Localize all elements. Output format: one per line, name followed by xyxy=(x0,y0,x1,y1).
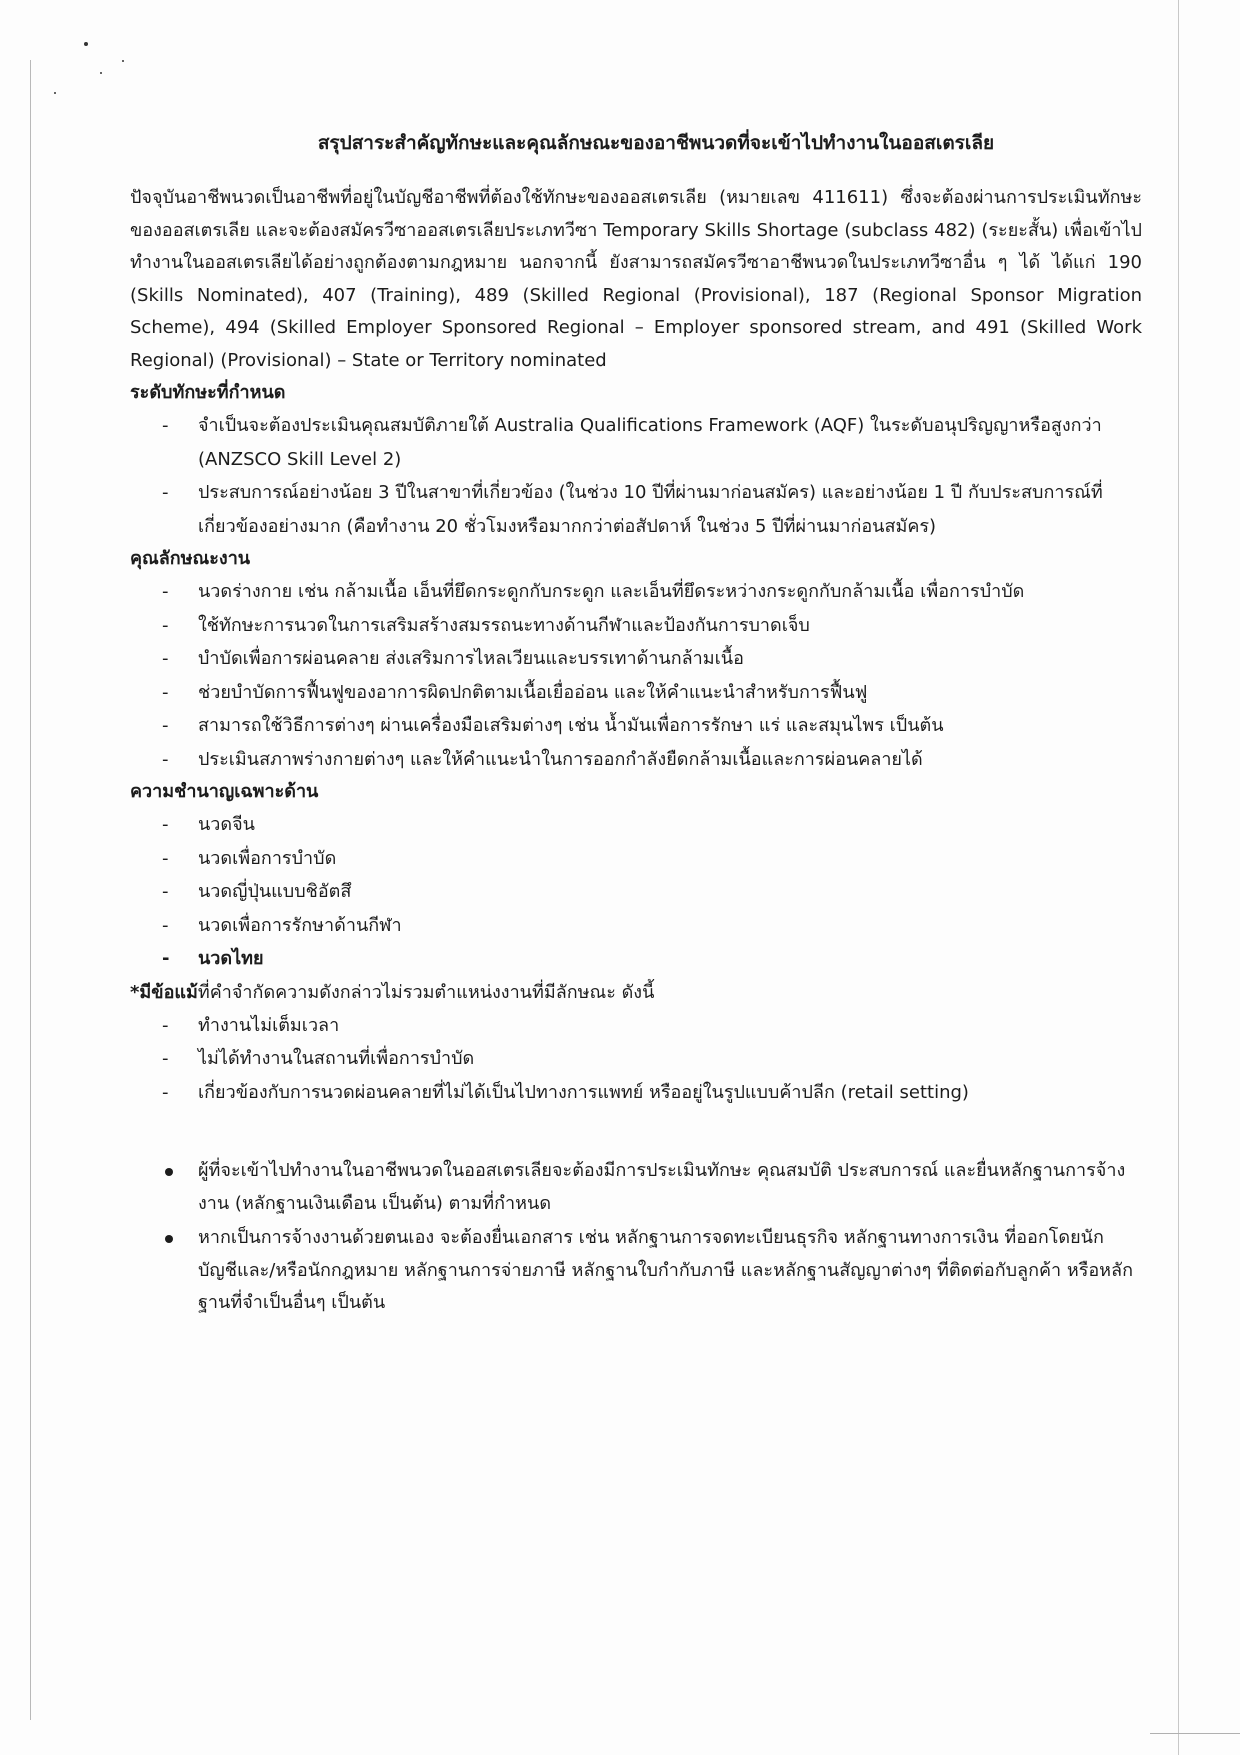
bullet-item xyxy=(130,1155,1142,1220)
list-item-text: นวดเพื่อการรักษาด้านกีฬา xyxy=(198,914,402,936)
list-item xyxy=(130,743,1142,777)
list-item xyxy=(130,609,1142,643)
dash-marker: - xyxy=(162,881,169,902)
list-item xyxy=(130,942,1142,976)
bullet-text: หากเป็นการจ้างงานด้วยตนเอง จะต้องยื่นเอกสาร เช่น หลักฐานการจดทะเบียนธุรกิจ หลักฐานทางการเงิน ที่ออกโดยนักบัญชีและ/หรือนักกฎหมาย หลักฐานการจ่ายภาษี หลักฐานใบกำกับภาษี และหลักฐานสัญญาต่างๆ ที่ติดต่อกับลูกค้า หรือหลักฐานที่จำเป็นอื่นๆ เป็นต้น xyxy=(198,1227,1133,1313)
specialization-section xyxy=(130,776,1142,976)
dash-marker: - xyxy=(162,948,170,969)
scan-speck xyxy=(122,60,124,62)
work-characteristics-heading: คุณลักษณะงาน xyxy=(130,548,251,569)
skill-level-section xyxy=(130,377,1142,543)
scan-speck xyxy=(54,92,56,94)
dash-marker: - xyxy=(162,1014,169,1036)
dash-marker: - xyxy=(162,648,169,669)
dash-marker: - xyxy=(162,482,169,503)
scan-speck xyxy=(100,72,102,74)
list-item-text: จำเป็นจะต้องประเมินคุณสมบัติภายใต้ Australia Qualifications Framework (AQF) ในระดับอนุปริญญาหรือสูงกว่า (ANZSCO Skill Level 2) xyxy=(198,415,1102,470)
dash-marker: - xyxy=(162,415,169,436)
exclusions-note xyxy=(130,976,1142,1009)
list-item-text: ประเมินสภาพร่างกายต่างๆ และให้คำแนะนำในการออกกำลังยืดกล้ามเนื้อและการผ่อนคลายได้ xyxy=(198,748,923,770)
list-item xyxy=(130,575,1142,609)
exclusions-note-rest: ที่คำจำกัดความดังกล่าวไม่รวมตำแหน่งงานที่มีลักษณะ ดังนี้ xyxy=(197,981,655,1003)
bullet-dot xyxy=(165,1235,173,1243)
list-item xyxy=(130,1042,1142,1076)
dash-marker: - xyxy=(162,681,169,703)
dash-marker: - xyxy=(162,1048,169,1069)
list-item xyxy=(130,875,1142,909)
list-item-text: ไม่ได้ทำงานในสถานที่เพื่อการบำบัด xyxy=(198,1048,475,1069)
list-item xyxy=(130,842,1142,876)
exclusions-list xyxy=(130,1009,1142,1110)
dash-marker: - xyxy=(162,914,169,936)
document-title: สรุปสาระสำคัญทักษะและคุณลักษณะของอาชีพนวดที่จะเข้าไปทำงานในออสเตรเลีย xyxy=(317,132,995,154)
list-item-text: บำบัดเพื่อการผ่อนคลาย ส่งเสริมการไหลเวียนและบรรเทาด้านกล้ามเนื้อ xyxy=(198,648,744,669)
list-item-text: ใช้ทักษะการนวดในการเสริมสร้างสมรรถนะทางด้านกีฬาและป้องกันการบาดเจ็บ xyxy=(198,614,810,636)
requirements-bullet-list xyxy=(130,1155,1142,1320)
list-item-text: เกี่ยวข้องกับการนวดผ่อนคลายที่ไม่ได้เป็นไปทางการแพทย์ หรืออยู่ในรูปแบบค้าปลีก (retail setting) xyxy=(198,1081,969,1103)
list-item xyxy=(130,476,1142,543)
bullet-item xyxy=(130,1222,1142,1320)
intro-paragraph: ปัจจุบันอาชีพนวดเป็นอาชีพที่อยู่ในบัญชีอาชีพที่ต้องใช้ทักษะของออสเตรเลีย (หมายเลข 411611) ซึ่งจะต้องผ่านการประเมินทักษะของออสเตรเลีย และจะต้องสมัครวีซาออสเตรเลียประเภทวีซา Temporary Skills Shortage (subclass 482) (ระยะสั้น) เพื่อเข้าไปทำงานในออสเตรเลียได้อย่างถูกต้องตามกฎหมาย นอกจากนี้ ยังสามารถสมัครวีซาอาชีพนวดในประเภทวีซาอื่น ๆ ได้ ได้แก่ 190 (Skills Nominated), 407 (Training), 489 (Skilled Regional (Provisional), 187 (Regional Sponsor Migration Scheme), 494 (Skilled Employer Sponsored Regional – Employer sponsored stream, and 491 (Skilled Work Regional) (Provisional) – State or Territory nominated xyxy=(130,187,1142,371)
work-characteristics-section xyxy=(130,543,1142,776)
dash-marker: - xyxy=(162,814,169,835)
skill-level-heading: ระดับทักษะที่กำหนด xyxy=(130,382,286,403)
list-item-text: นวดไทย xyxy=(198,948,264,969)
specialization-heading: ความชำนาญเฉพาะด้าน xyxy=(130,781,319,802)
list-item-text: ทำงานไม่เต็มเวลา xyxy=(198,1014,340,1036)
bullet-dot xyxy=(165,1168,173,1176)
list-item-text: สามารถใช้วิธีการต่างๆ ผ่านเครื่องมือเสริมต่างๆ เช่น น้ำมันเพื่อการรักษา แร่ และสมุนไพร เป็นต้น xyxy=(198,715,944,736)
dash-marker: - xyxy=(162,715,169,736)
dash-marker: - xyxy=(162,748,169,770)
list-item xyxy=(130,909,1142,943)
list-item xyxy=(130,808,1142,842)
document-body xyxy=(130,128,1142,1322)
specialization-list xyxy=(130,808,1142,976)
scan-edge-bottom xyxy=(1150,1733,1240,1734)
work-characteristics-list xyxy=(130,575,1142,776)
scan-speck xyxy=(84,42,88,46)
dash-marker: - xyxy=(162,847,169,869)
list-item-text: ประสบการณ์อย่างน้อย 3 ปีในสาขาที่เกี่ยวข้อง (ในช่วง 10 ปีที่ผ่านมาก่อนสมัคร) และอย่างน้อย 1 ปี กับประสบการณ์ที่เกี่ยวข้องอย่างมาก (คือทำงาน 20 ชั่วโมงหรือมากกว่าต่อสัปดาห์ ในช่วง 5 ปีที่ผ่านมาก่อนสมัคร) xyxy=(198,482,1103,537)
dash-marker: - xyxy=(162,614,169,636)
list-item-text: ช่วยบำบัดการฟื้นฟูของอาการผิดปกติตามเนื้อเยื่ออ่อน และให้คำแนะนำสำหรับการฟื้นฟู xyxy=(198,681,868,703)
scan-edge-right xyxy=(1178,0,1179,1755)
list-item xyxy=(130,642,1142,676)
list-item-text: นวดเพื่อการบำบัด xyxy=(198,847,337,869)
list-item-text: นวดจีน xyxy=(198,814,255,835)
exclusions-section xyxy=(130,976,1142,1110)
exclusions-note-strong: *มีข้อแม้ xyxy=(130,981,198,1003)
scan-edge-left xyxy=(30,60,31,1720)
bullet-text: ผู้ที่จะเข้าไปทำงานในอาชีพนวดในออสเตรเลียจะต้องมีการประเมินทักษะ คุณสมบัติ ประสบการณ์ และยื่นหลักฐานการจ้างงาน (หลักฐานเงินเดือน เป็นต้น) ตามที่กำหนด xyxy=(198,1160,1126,1214)
skill-level-list xyxy=(130,409,1142,543)
list-item xyxy=(130,1076,1142,1110)
list-item xyxy=(130,709,1142,743)
list-item xyxy=(130,676,1142,710)
list-item xyxy=(130,409,1142,476)
dash-marker: - xyxy=(162,581,169,602)
list-item xyxy=(130,1009,1142,1043)
list-item-text: นวดญี่ปุ่นแบบชิอัตสึ xyxy=(198,881,352,902)
list-item-text: นวดร่างกาย เช่น กล้ามเนื้อ เอ็นที่ยึดกระดูกกับกระดูก และเอ็นที่ยึดระหว่างกระดูกกับกล้ามเนื้อ เพื่อการบำบัด xyxy=(198,581,1025,602)
dash-marker: - xyxy=(162,1081,169,1103)
